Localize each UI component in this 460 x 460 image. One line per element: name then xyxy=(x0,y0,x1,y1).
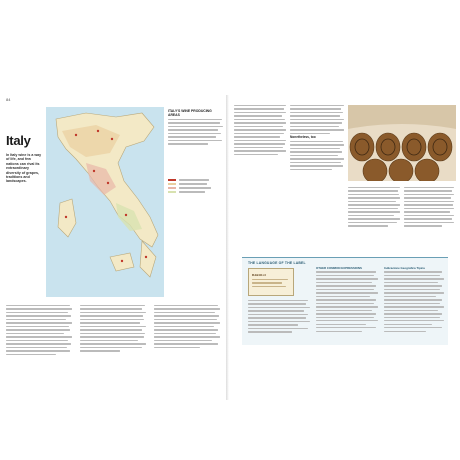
panel-title: THE LANGUAGE OF THE LABEL xyxy=(248,261,306,265)
right-column-1 xyxy=(234,105,286,157)
legend-row xyxy=(168,191,224,193)
legend-row xyxy=(168,179,224,181)
right-column-4 xyxy=(404,187,454,229)
book-gutter xyxy=(226,95,229,400)
sidebar-text-lines xyxy=(168,119,224,145)
legend-row xyxy=(168,187,224,189)
wine-label-name: BAROLO xyxy=(252,273,266,277)
barrels-graphic xyxy=(348,105,456,181)
right-page xyxy=(230,95,456,400)
subhead: Nonetheless, too xyxy=(290,135,316,140)
italy-map xyxy=(46,107,164,297)
body-column-1 xyxy=(6,305,72,357)
right-column-3 xyxy=(348,187,400,229)
map-sidebar xyxy=(168,109,224,241)
panel-column-3-heading: Indicazione Geografica Tipica xyxy=(384,266,425,270)
wine-barrels-photo xyxy=(348,105,456,181)
legend-row xyxy=(168,183,224,185)
wine-label-lines xyxy=(252,279,288,289)
page-number: 84 xyxy=(6,97,11,102)
label-language-panel xyxy=(242,257,448,345)
left-page xyxy=(4,95,224,400)
sidebar-title: ITALY'S WINE PRODUCING AREAS xyxy=(168,109,212,117)
panel-column-2 xyxy=(316,267,378,334)
body-column-3 xyxy=(154,305,220,350)
wine-label-illustration xyxy=(248,268,294,296)
panel-column-1 xyxy=(248,300,310,335)
lead-paragraph: In Italy wine is a way of life, and few nations can rival its extraordinary diversity of grapes, traditions and landscapes. xyxy=(6,153,42,184)
italy-map-graphic xyxy=(46,107,164,297)
right-column-2 xyxy=(290,105,344,172)
page-title: Italy xyxy=(6,133,31,148)
body-column-2 xyxy=(80,305,146,354)
panel-column-2-heading: OTHER COMMON EXPRESSIONS xyxy=(316,266,362,270)
panel-column-3 xyxy=(384,267,444,334)
map-legend xyxy=(168,179,224,195)
